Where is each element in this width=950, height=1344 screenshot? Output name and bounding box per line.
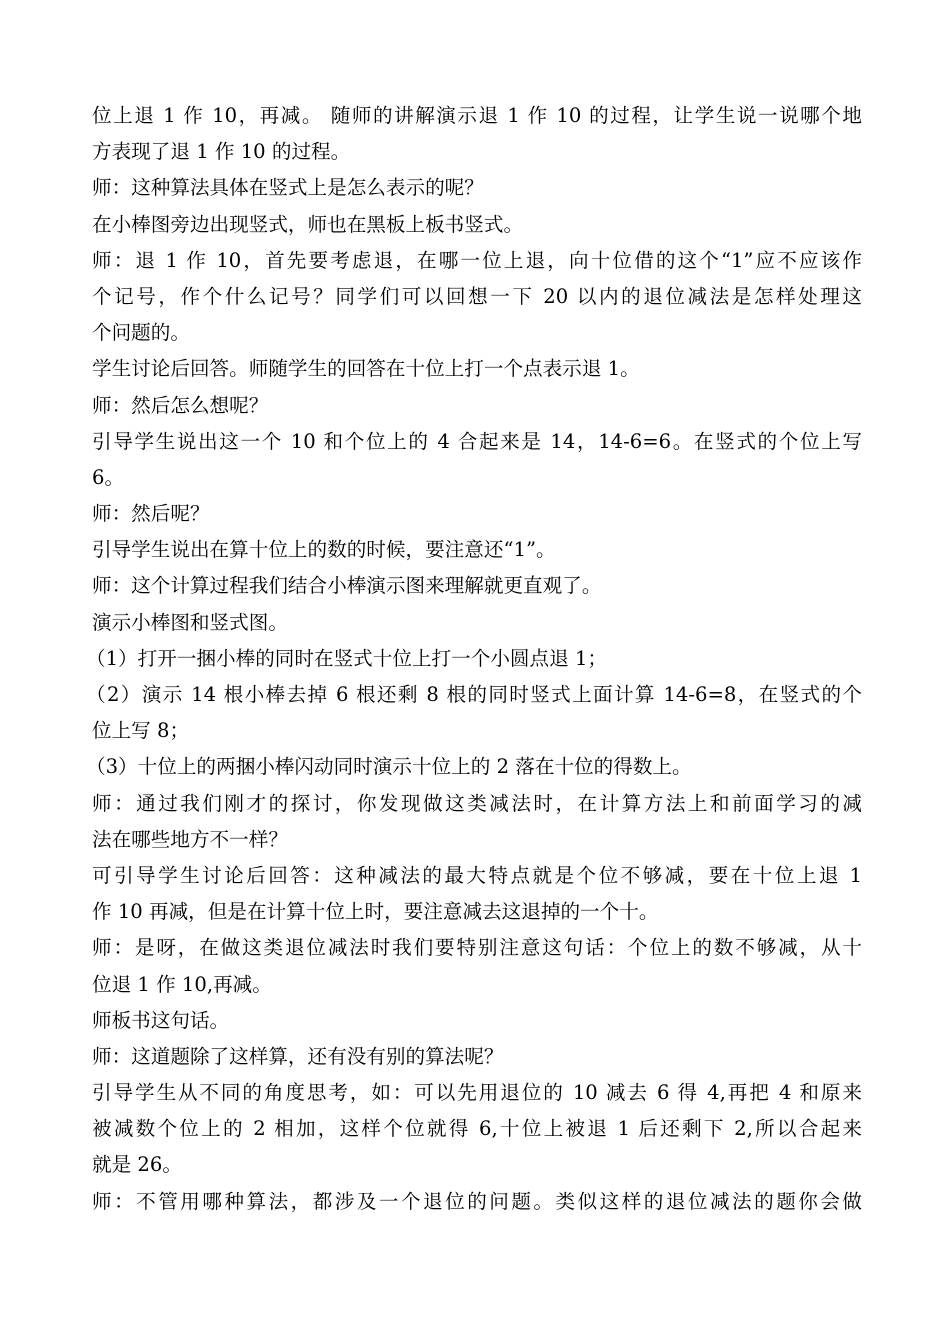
list-item-3: （3）十位上的两捆小棒闪动同时演示十位上的 2 落在十位的得数上。 — [86, 755, 692, 779]
text-line: 可引导学生讨论后回答：这种减法的最大特点就是个位不够减，要在十位上退 1 — [92, 863, 862, 887]
text-line: 师：通过我们刚才的探讨，你发现做这类减法时，在计算方法上和前面学习的减 — [92, 791, 862, 815]
text-line: 位退 1 作 10,再减。 — [92, 972, 272, 996]
text-line: 演示小棒图和竖式图。 — [92, 610, 288, 634]
text-line: 方表现了退 1 作 10 的过程。 — [92, 140, 351, 164]
list-item-2: （2）演示 14 根小棒去掉 6 根还剩 8 根的同时竖式上面计算 14-6=8，在竖式的个 — [86, 683, 862, 706]
list-item-1: （1）打开一捆小棒的同时在竖式十位上打一个小圆点退 1； — [86, 646, 608, 670]
text-line: 作 10 再减，但是在计算十位上时，要注意减去这退掉的一个十。 — [92, 900, 659, 924]
text-line: 师：是呀，在做这类退位减法时我们要特别注意这句话：个位上的数不够减，从十 — [92, 936, 862, 960]
text-line: 个问题的。 — [92, 321, 190, 345]
text-line: 师：这个计算过程我们结合小棒演示图来理解就更直观了。 — [92, 574, 602, 598]
text-line: 师板书这句话。 — [92, 1008, 230, 1032]
text-line: 师：这种算法具体在竖式上是怎么表示的呢？ — [92, 176, 484, 200]
text-line: 引导学生从不同的角度思考，如：可以先用退位的 10 减去 6 得 4,再把 4 和原来 — [92, 1081, 862, 1105]
document-body — [86, 98, 862, 1220]
text-line: 师：退 1 作 10，首先要考虑退，在哪一位上退，向十位借的这个“1”应不应该作 — [92, 248, 862, 272]
text-line: 师：然后呢？ — [92, 502, 210, 526]
text-line: 被减数个位上的 2 相加，这样个位就得 6,十位上被退 1 后还剩下 2,所以合起来 — [92, 1117, 862, 1141]
text-line: 学生讨论后回答。师随学生的回答在十位上打一个点表示退 1。 — [92, 357, 640, 381]
text-line: 引导学生说出这一个 10 和个位上的 4 合起来是 14，14-6=6。在竖式的个位上写 — [92, 429, 862, 453]
text-line: 就是 26。 — [92, 1153, 182, 1177]
text-line: 个记号，作个什么记号？同学们可以回想一下 20 以内的退位减法是怎样处理这 — [92, 284, 862, 308]
text-line: 师：不管用哪种算法，都涉及一个退位的问题。类似这样的退位减法的题你会做 — [92, 1189, 862, 1213]
text-line: 位上写 8； — [92, 719, 190, 743]
text-line: 引导学生说出在算十位上的数的时候，要注意还“1”。 — [92, 538, 556, 562]
text-line: 师：这道题除了这样算，还有没有别的算法呢？ — [92, 1044, 504, 1068]
text-line: 师：然后怎么想呢？ — [92, 393, 269, 417]
text-line: 法在哪些地方不一样？ — [92, 827, 288, 851]
text-line: 6。 — [92, 465, 125, 489]
text-line: 在小棒图旁边出现竖式，师也在黑板上板书竖式。 — [92, 212, 524, 236]
text-line: 位上退 1 作 10，再减。 随师的讲解演示退 1 作 10 的过程，让学生说一说哪个地 — [92, 104, 862, 127]
